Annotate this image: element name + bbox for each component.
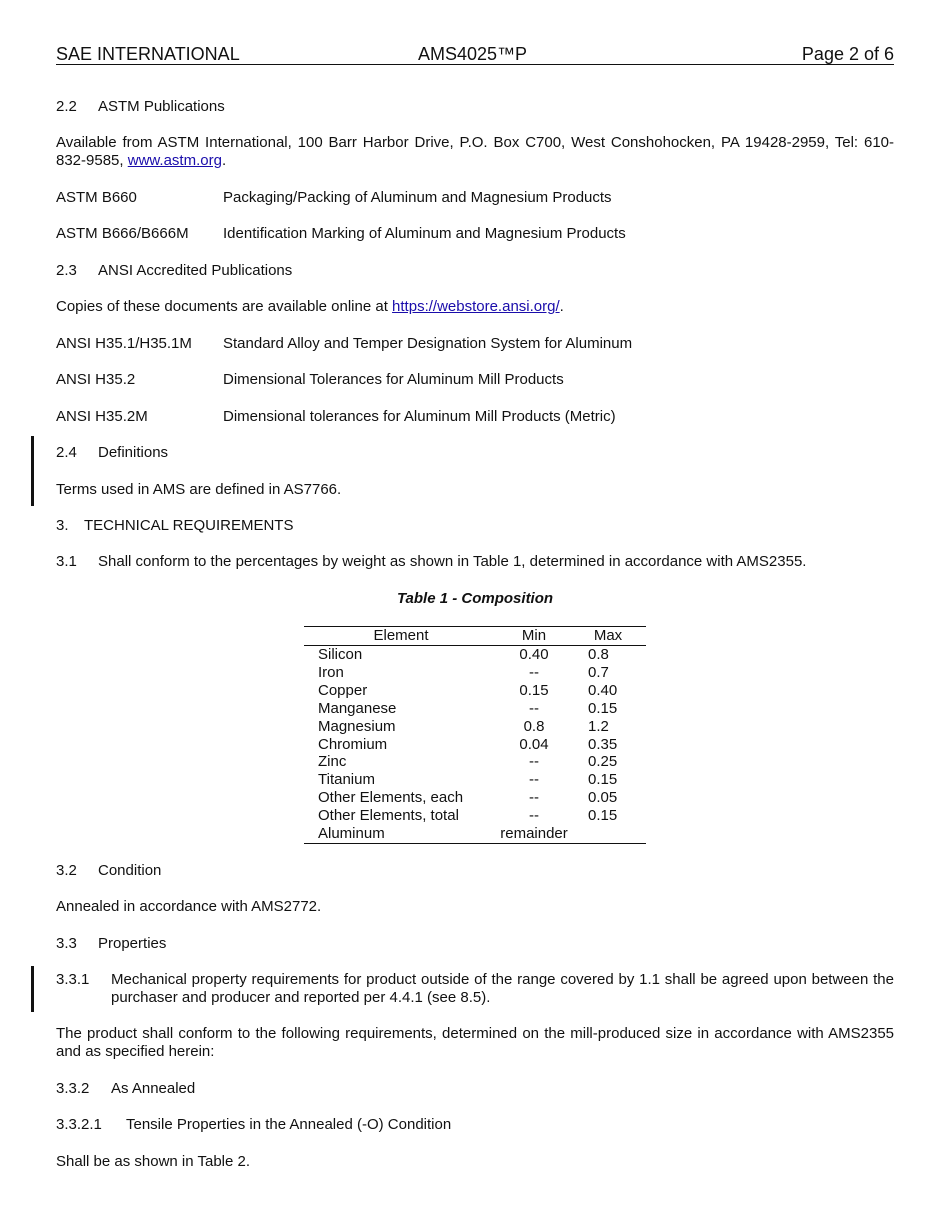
cell-element: Manganese bbox=[318, 699, 397, 717]
ref-code: ASTM B666/B666M bbox=[56, 225, 189, 242]
cell-max: 0.40 bbox=[588, 681, 618, 699]
ref-code: ASTM B660 bbox=[56, 189, 137, 206]
section-number: 3.2 bbox=[56, 862, 77, 879]
table-row bbox=[304, 664, 646, 682]
cell-min: -- bbox=[529, 663, 539, 681]
cell-element: Iron bbox=[318, 663, 344, 681]
cell-max: 0.7 bbox=[588, 663, 609, 681]
astm-ref-row bbox=[56, 189, 612, 206]
cell-max: 1.2 bbox=[588, 717, 609, 735]
ref-title: Dimensional Tolerances for Aluminum Mill Products bbox=[223, 371, 564, 388]
ansi-availability-text: Copies of these documents are available online at bbox=[56, 298, 393, 315]
section-text: Shall conform to the percentages by weight as shown in Table 1, determined in accordance with AMS2355. bbox=[98, 553, 807, 570]
ref-title: Identification Marking of Aluminum and Magnesium Products bbox=[223, 225, 626, 242]
cell-element: Other Elements, each bbox=[318, 789, 464, 807]
section-text: Mechanical property requirements for product outside of the range covered by 1.1 shall be agreed upon between the purchaser and producer and reported per 4.4.1 (see 8.5). bbox=[111, 971, 894, 1006]
ref-code: ANSI H35.2M bbox=[56, 408, 148, 425]
astm-availability bbox=[56, 134, 894, 170]
cell-element: Aluminum bbox=[318, 825, 385, 843]
section-3-1 bbox=[56, 553, 806, 570]
header-min: Min bbox=[498, 627, 570, 646]
ref-title: Packaging/Packing of Aluminum and Magnesium Products bbox=[223, 189, 612, 206]
cell-max: 0.15 bbox=[588, 807, 618, 825]
section-title: As Annealed bbox=[111, 1080, 196, 1097]
section-number: 3.1 bbox=[56, 553, 77, 570]
ansi-ref-row bbox=[56, 371, 564, 388]
section-number: 3.3.2.1 bbox=[56, 1116, 102, 1133]
table-row bbox=[304, 807, 646, 825]
cell-max: 0.35 bbox=[588, 735, 618, 753]
section-3-3-1 bbox=[56, 971, 894, 1007]
section-title: TECHNICAL REQUIREMENTS bbox=[84, 517, 294, 534]
header-doc-number: AMS4025™P bbox=[418, 44, 528, 64]
section-title: Definitions bbox=[98, 444, 169, 461]
cell-max: 0.15 bbox=[588, 699, 618, 717]
table-row bbox=[304, 718, 646, 736]
cell-element: Magnesium bbox=[318, 717, 396, 735]
section-number: 2.4 bbox=[56, 444, 77, 461]
cell-min: remainder bbox=[500, 825, 568, 843]
section-title: ANSI Accredited Publications bbox=[98, 262, 293, 279]
cell-min: 0.15 bbox=[519, 681, 549, 699]
cell-element: Copper bbox=[318, 681, 368, 699]
section-title: Condition bbox=[98, 862, 162, 879]
section-3-3-heading bbox=[56, 935, 166, 952]
cell-max: 0.25 bbox=[588, 753, 618, 771]
table-row bbox=[304, 736, 646, 754]
table-row bbox=[304, 646, 646, 664]
header-max: Max bbox=[570, 627, 646, 646]
ansi-availability-end: . bbox=[559, 298, 564, 315]
section-number: 3.3.1 bbox=[56, 971, 90, 988]
section-2-3-heading bbox=[56, 262, 292, 279]
section-title: Properties bbox=[98, 935, 167, 952]
section-title: Tensile Properties in the Annealed (-O) Condition bbox=[126, 1116, 452, 1133]
condition-text: Annealed in accordance with AMS2772. bbox=[56, 898, 322, 915]
section-3-heading bbox=[56, 517, 293, 534]
table-header-row bbox=[304, 627, 646, 646]
cell-element: Titanium bbox=[318, 771, 375, 789]
astm-link[interactable]: www.astm.org bbox=[127, 152, 222, 169]
cell-max: 0.05 bbox=[588, 789, 618, 807]
table-row bbox=[304, 825, 646, 843]
ref-code: ANSI H35.2 bbox=[56, 371, 136, 388]
ansi-ref-row bbox=[56, 408, 616, 425]
table-row bbox=[304, 682, 646, 700]
cell-min: -- bbox=[529, 699, 539, 717]
ref-code: ANSI H35.1/H35.1M bbox=[56, 335, 192, 352]
cell-max: 0.8 bbox=[588, 646, 609, 663]
ref-title: Standard Alloy and Temper Designation System for Aluminum bbox=[223, 335, 633, 352]
ansi-availability bbox=[56, 298, 564, 315]
cell-min: 0.40 bbox=[519, 646, 549, 663]
section-3-3-2-heading bbox=[56, 1080, 195, 1097]
cell-min: -- bbox=[529, 771, 539, 789]
cell-min: 0.8 bbox=[523, 717, 545, 735]
table-row bbox=[304, 789, 646, 807]
section-2-4-heading bbox=[56, 444, 168, 461]
section-3-2-heading bbox=[56, 862, 161, 879]
definitions-text: Terms used in AMS are defined in AS7766. bbox=[56, 481, 342, 498]
product-requirements-text: The product shall conform to the following requirements, determined on the mill-produced size in accordance with AMS2355 and as specified herein: bbox=[56, 1025, 894, 1060]
section-3-3-2-1-heading bbox=[56, 1116, 451, 1133]
cell-max bbox=[570, 825, 646, 843]
cell-max: 0.15 bbox=[588, 771, 618, 789]
table-2-reference-text: Shall be as shown in Table 2. bbox=[56, 1153, 251, 1170]
cell-min: 0.04 bbox=[519, 735, 549, 753]
section-title: ASTM Publications bbox=[98, 98, 225, 115]
table-row bbox=[304, 771, 646, 789]
ansi-ref-row bbox=[56, 335, 632, 352]
cell-element: Chromium bbox=[318, 735, 388, 753]
cell-min: -- bbox=[529, 789, 539, 807]
cell-element: Silicon bbox=[318, 646, 363, 663]
ref-title: Dimensional tolerances for Aluminum Mill Products (Metric) bbox=[223, 408, 616, 425]
cell-element: Zinc bbox=[318, 753, 347, 771]
ansi-link[interactable]: https://webstore.ansi.org/ bbox=[392, 298, 560, 315]
astm-availability-text: Available from ASTM International, 100 Barr Harbor Drive, P.O. Box C700, West Conshohocken, PA 19428-2959, Tel: 610-832-9585, bbox=[56, 134, 894, 169]
header-page-number: Page 2 of 6 bbox=[801, 44, 894, 64]
section-2-2-heading bbox=[56, 98, 225, 115]
table-row bbox=[304, 700, 646, 718]
table-row bbox=[304, 753, 646, 771]
table-1-caption: Table 1 - Composition bbox=[396, 590, 554, 607]
change-bar bbox=[31, 436, 34, 506]
section-number: 2.2 bbox=[56, 98, 77, 115]
section-number: 2.3 bbox=[56, 262, 77, 279]
cell-min: -- bbox=[529, 807, 539, 825]
page-header bbox=[56, 44, 894, 65]
header-element: Element bbox=[304, 627, 498, 646]
section-number: 3.3.2 bbox=[56, 1080, 90, 1097]
astm-availability-end: . bbox=[221, 152, 227, 169]
section-number: 3. bbox=[56, 517, 69, 534]
change-bar bbox=[31, 966, 34, 1012]
astm-ref-row bbox=[56, 225, 626, 242]
header-org: SAE INTERNATIONAL bbox=[56, 44, 240, 64]
cell-min: -- bbox=[529, 753, 539, 771]
composition-table bbox=[304, 626, 646, 844]
cell-element: Other Elements, total bbox=[318, 807, 459, 825]
section-number: 3.3 bbox=[56, 935, 77, 952]
